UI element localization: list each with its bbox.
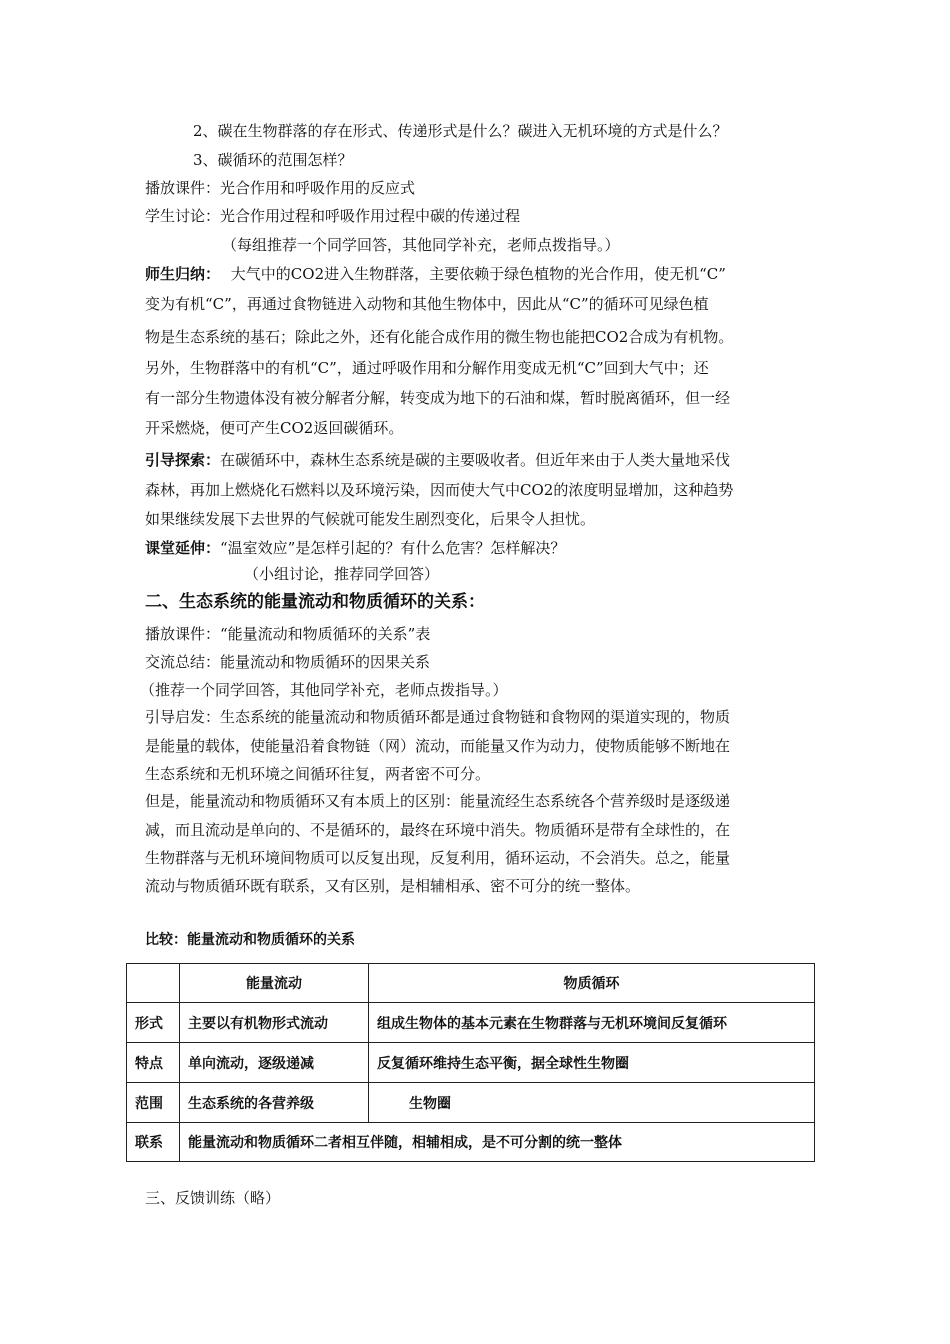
difference-line-1: 但是，能量流动和物质循环又有本质上的区别：能量流经生态系统各个营养级时是逐级递 <box>145 792 731 810</box>
question-2: 2、碳在生物群落的存在形式、传递形式是什么？碳进入无机环境的方式是什么？ <box>193 122 728 140</box>
play-courseware-1: 播放课件：光合作用和呼吸作用的反应式 <box>145 179 416 197</box>
comparison-table <box>126 963 815 1162</box>
section-2-title: 二、生态系统的能量流动和物质循环的关系： <box>145 592 485 612</box>
table-row <box>127 1083 815 1123</box>
matter-cell: 生物圈 <box>369 1083 815 1123</box>
header-empty-cell <box>127 964 180 1003</box>
energy-cell: 生态系统的各营养级 <box>180 1083 369 1123</box>
table-row <box>127 1043 815 1083</box>
energy-cell: 单向流动，逐级递减 <box>180 1043 369 1083</box>
table-row <box>127 1123 815 1162</box>
summary-line-3: 物是生态系统的基石；除此之外，还有化能合成作用的微生物也能把CO2合成为有机物。 <box>145 328 734 346</box>
header-energy-flow: 能量流动 <box>180 964 369 1003</box>
explore-label: 引导探索： <box>145 451 221 469</box>
table-caption: 比较：能量流动和物质循环的关系 <box>145 932 355 948</box>
matter-cell: 组成生物体的基本元素在生物群落与无机环境间反复循环 <box>369 1003 815 1043</box>
question-3: 3、碳循环的范围怎样？ <box>193 151 353 169</box>
table-header-row <box>127 964 815 1003</box>
extend-label: 课堂延伸： <box>145 539 221 557</box>
explore-text-1: 在碳循环中，森林生态系统是碳的主要吸收者。但近年来由于人类大量地采伐 <box>220 451 731 469</box>
summary-label: 师生归纳： <box>145 265 221 283</box>
note-1: （每组推荐一个同学回答，其他同学补充，老师点拨指导。） <box>222 236 620 254</box>
merged-relation-cell: 能量流动和物质循环二者相互伴随，相辅相成，是不可分割的统一整体 <box>180 1123 815 1162</box>
row-label: 范围 <box>127 1083 180 1123</box>
summary-line-5: 有一部分生物遗体没有被分解者分解，转变成为地下的石油和煤，暂时脱离循环，但一经 <box>145 389 731 407</box>
exchange-summary: 交流总结：能量流动和物质循环的因果关系 <box>145 653 431 671</box>
play-courseware-2: 播放课件：“能量流动和物质循环的关系”表 <box>145 625 431 643</box>
difference-line-3: 生物群落与无机环境间物质可以反复出现，反复利用，循环运动，不会消失。总之，能量 <box>145 849 731 867</box>
explore-line-2: 森林，再加上燃烧化石燃料以及环境污染，因而使大气中CO2的浓度明显增加，这种趋势 <box>145 481 734 499</box>
row-label: 形式 <box>127 1003 180 1043</box>
row-label: 特点 <box>127 1043 180 1083</box>
matter-cell: 反复循环维持生态平衡，据全球性生物圈 <box>369 1043 815 1083</box>
explore-line-3: 如果继续发展下去世界的气候就可能发生剧烈变化，后果令人担忧。 <box>145 510 596 528</box>
energy-cell: 主要以有机物形式流动 <box>180 1003 369 1043</box>
summary-line-2: 变为有机“C”，再通过食物链进入动物和其他生物体中，因此从“C”的循环可见绿色植 <box>145 295 709 313</box>
guide-line-3: 生态系统和无机环境之间循环往复，两者密不可分。 <box>145 765 491 783</box>
summary-line-1 <box>145 264 815 284</box>
student-discussion: 学生讨论：光合作用过程和呼吸作用过程中碳的传递过程 <box>145 207 521 225</box>
summary-text-1: 大气中的CO2进入生物群落，主要依赖于绿色植物的光合作用，使无机“C” <box>230 265 726 283</box>
section-3-title: 三、反馈训练（略） <box>145 1189 281 1207</box>
guide-line-1: 引导启发：生态系统的能量流动和物质循环都是通过食物链和食物网的渠道实现的，物质 <box>145 708 731 726</box>
row-label: 联系 <box>127 1123 180 1162</box>
summary-line-6: 开采燃烧，便可产生CO2返回碳循环。 <box>145 419 404 437</box>
header-matter-cycle: 物质循环 <box>369 964 815 1003</box>
difference-line-4: 流动与物质循环既有联系，又有区别，是相辅相承、密不可分的统一整体。 <box>145 877 641 895</box>
explore-line-1 <box>145 450 815 470</box>
extend-note: （小组讨论，推荐同学回答） <box>244 565 440 583</box>
extend-text: “温室效应”是怎样引起的？有什么危害？怎样解决？ <box>220 539 566 557</box>
difference-line-2: 减，而且流动是单向的、不是循环的，最终在环境中消失。物质循环是带有全球性的，在 <box>145 821 731 839</box>
guide-line-2: 是能量的载体，使能量沿着食物链（网）流动，而能量又作为动力，使物质能够不断地在 <box>145 737 731 755</box>
extend-line <box>145 538 815 558</box>
note-2: （推荐一个同学回答，其他同学补充，老师点拨指导。） <box>140 681 508 699</box>
table-row <box>127 1003 815 1043</box>
summary-line-4: 另外，生物群落中的有机“C”，通过呼吸作用和分解作用变成无机“C”回到大气中；还 <box>145 359 709 377</box>
